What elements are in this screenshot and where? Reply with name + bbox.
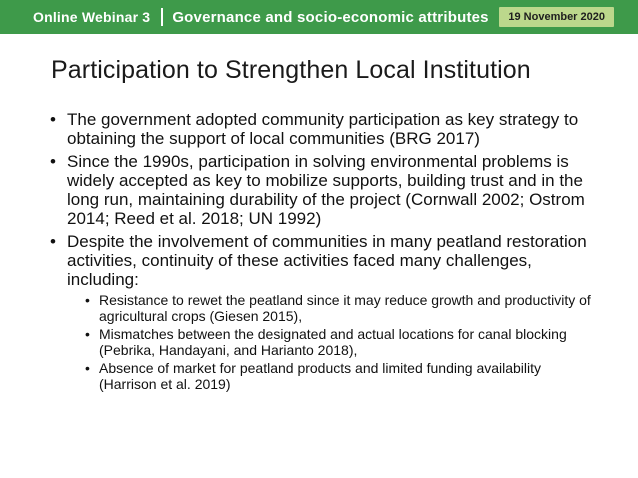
bullet-dot-icon: • bbox=[85, 360, 90, 376]
bullet-item bbox=[50, 152, 595, 228]
sub-bullet-item bbox=[85, 292, 595, 324]
webinar-label: Online Webinar 3 bbox=[33, 9, 151, 25]
sub-bullet-list bbox=[67, 292, 595, 392]
header-divider bbox=[161, 8, 163, 26]
bullet-list bbox=[50, 110, 595, 392]
bullet-dot-icon: • bbox=[85, 326, 90, 342]
date-badge: 19 November 2020 bbox=[499, 7, 614, 27]
bullet-text: The government adopted community participation as key strategy to obtaining the support of local communities (BRG 2017) bbox=[67, 110, 579, 148]
sub-bullet-text: Mismatches between the designated and actual locations for canal blocking (Pebrika, Handayani, and Harianto 2018), bbox=[99, 326, 567, 358]
bullet-dot-icon: • bbox=[50, 232, 56, 251]
header-banner bbox=[0, 0, 638, 34]
bullet-item bbox=[50, 232, 595, 392]
bullet-text: Since the 1990s, participation in solving environmental problems is widely accepted as key to mobilize supports, building trust and in the long run, maintaining durability of the project (Cornwall 2002; Ostrom 2014; Reed et al. 2018; UN 1992) bbox=[67, 152, 585, 228]
bullet-text: Despite the involvement of communities in many peatland restoration activities, continuity of these activities faced many challenges, including: bbox=[67, 232, 587, 289]
sub-bullet-item bbox=[85, 326, 595, 358]
slide-content bbox=[50, 110, 595, 396]
slide-title: Participation to Strengthen Local Institution bbox=[51, 56, 531, 84]
sub-bullet-text: Resistance to rewet the peatland since it may reduce growth and productivity of agricultural crops (Giesen 2015), bbox=[99, 292, 591, 324]
webinar-topic: Governance and socio-economic attributes bbox=[172, 8, 489, 26]
sub-bullet-text: Absence of market for peatland products and limited funding availability (Harrison et al. 2019) bbox=[99, 360, 542, 392]
bullet-dot-icon: • bbox=[85, 292, 90, 308]
bullet-dot-icon: • bbox=[50, 152, 56, 171]
sub-bullet-item bbox=[85, 360, 595, 392]
bullet-dot-icon: • bbox=[50, 110, 56, 129]
bullet-item bbox=[50, 110, 595, 148]
